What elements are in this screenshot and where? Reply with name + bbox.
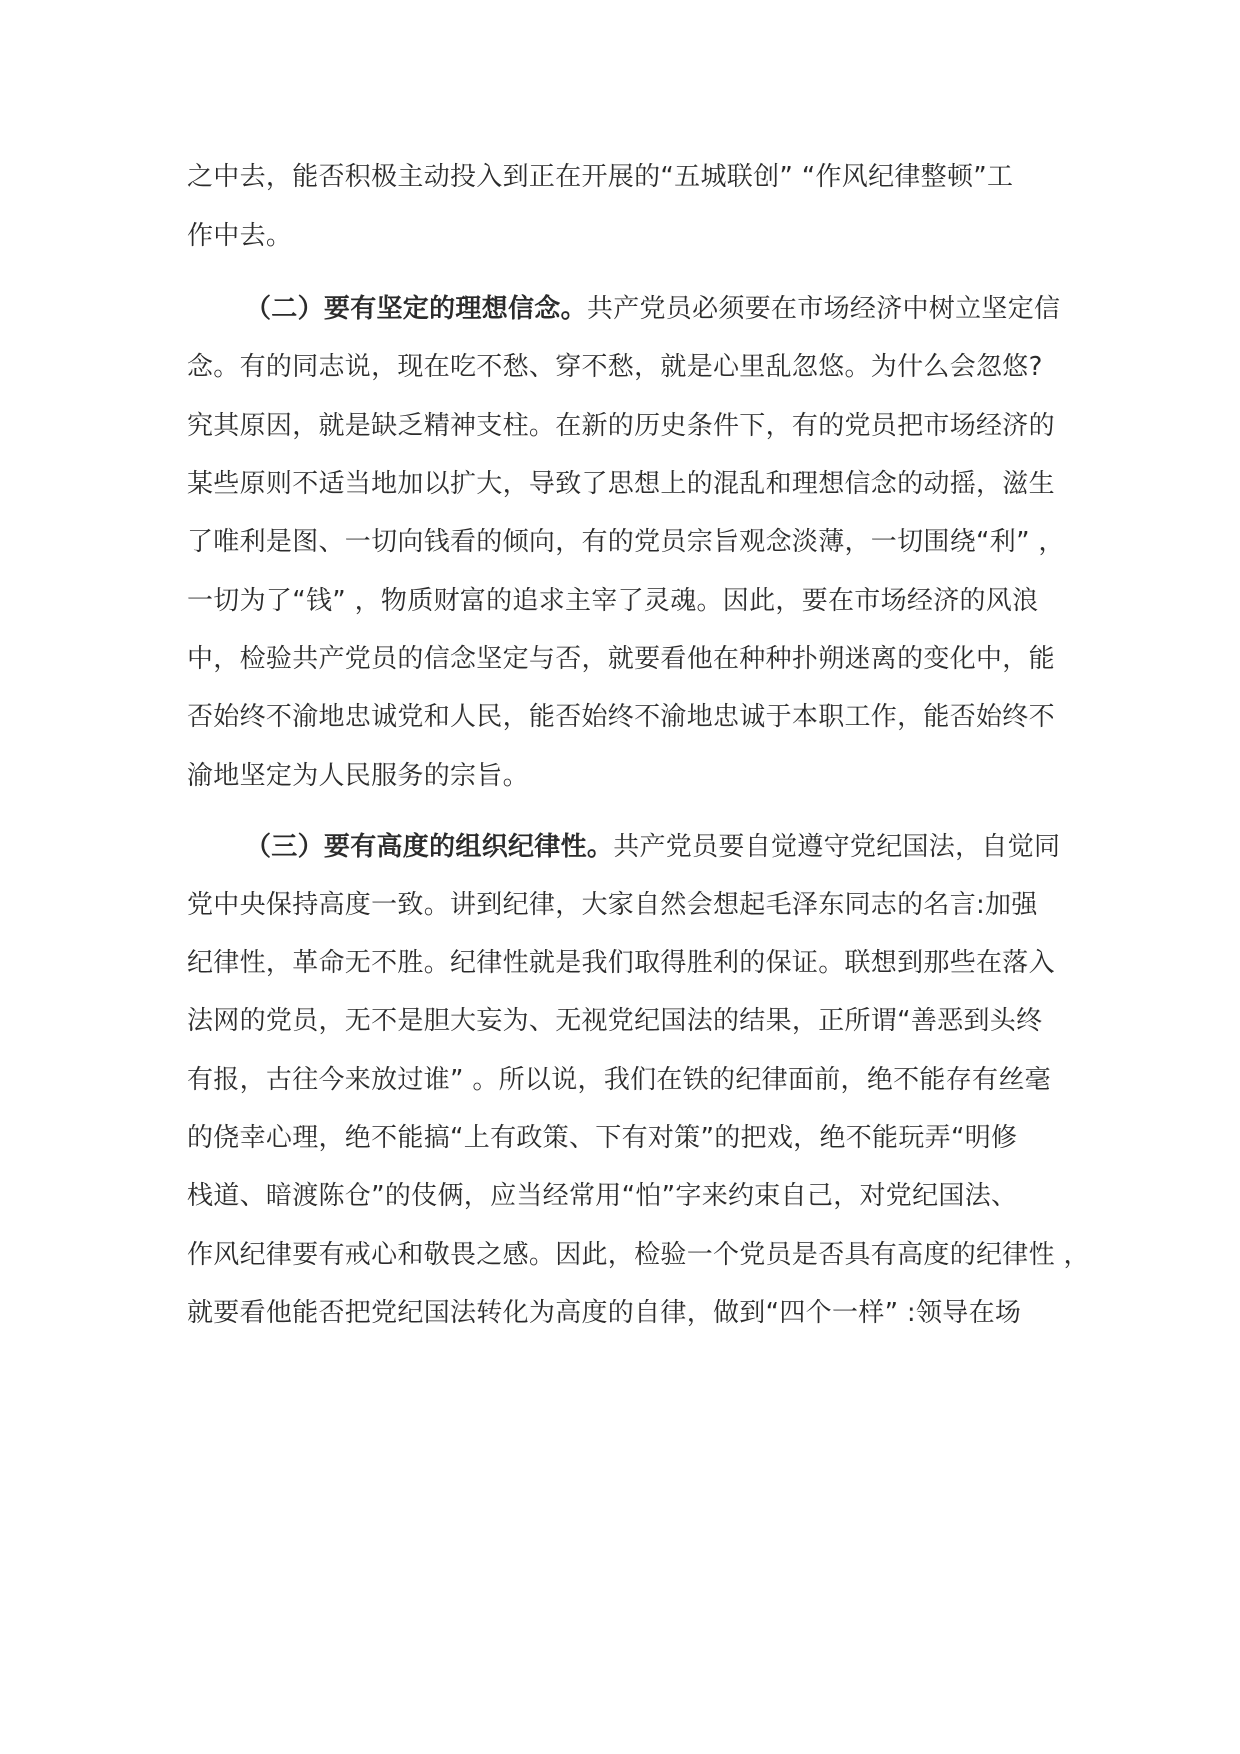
text-line: 究其原因，就是缺乏精神支柱。在新的历史条件下，有的党员把市场经济的 <box>187 411 1055 441</box>
paragraph-first-line <box>245 830 1060 864</box>
text-line: 就要看他能否把党纪国法转化为高度的自律，做到“四个一样” :领导在场 <box>187 1298 1022 1328</box>
text-line: 有报，古往今来放过谁” 。所以说，我们在铁的纪律面前，绝不能存有丝毫 <box>187 1065 1051 1095</box>
text-line: 党中央保持高度一致。讲到纪律，大家自然会想起毛泽东同志的名言:加强 <box>187 890 1038 920</box>
text-line: 了唯利是图、一切向钱看的倾向，有的党员宗旨观念淡薄，一切围绕“利” ， <box>187 527 1065 557</box>
text-line: 否始终不渝地忠诚党和人民，能否始终不渝地忠诚于本职工作，能否始终不 <box>187 702 1055 732</box>
text-line: 作风纪律要有戒心和敬畏之感。因此，检验一个党员是否具有高度的纪律性 ， <box>187 1240 1090 1270</box>
text-line: 的侥幸心理，绝不能搞“上有政策、下有对策”的把戏，绝不能玩弄“明修 <box>187 1123 1018 1153</box>
section-heading: （三）要有高度的组织纪律性。 <box>245 832 614 862</box>
text-line: 纪律性，革命无不胜。纪律性就是我们取得胜利的保证。联想到那些在落入 <box>187 948 1055 978</box>
text-line: 法网的党员，无不是胆大妄为、无视党纪国法的结果，正所谓“善恶到头终 <box>187 1006 1043 1036</box>
paragraph-first-line <box>245 292 1060 326</box>
section-heading: （二）要有坚定的理想信念。 <box>245 294 587 324</box>
text-line: 一切为了“钱” ，物质财富的追求主宰了灵魂。因此，要在市场经济的风浪 <box>187 586 1039 616</box>
text-line: 之中去，能否积极主动投入到正在开展的“五城联创” “作风纪律整顿”工 <box>187 162 1014 192</box>
text-run: 共产党员要自觉遵守党纪国法，自觉同 <box>613 832 1061 862</box>
text-line: 渝地坚定为人民服务的宗旨。 <box>187 761 529 791</box>
text-line: 栈道、暗渡陈仓”的伎俩，应当经常用“怕”字来约束自己，对党纪国法、 <box>187 1181 1018 1211</box>
text-run: 共产党员必须要在市场经济中树立坚定信 <box>586 294 1061 324</box>
text-line: 作中去。 <box>187 221 293 251</box>
text-line: 中，检验共产党员的信念坚定与否，就要看他在种种扑朔迷离的变化中，能 <box>187 644 1055 674</box>
text-line: 念。有的同志说，现在吃不愁、穿不愁，就是心里乱忽悠。为什么会忽悠? <box>187 352 1043 382</box>
text-line: 某些原则不适当地加以扩大，导致了思想上的混乱和理想信念的动摇，滋生 <box>187 469 1055 499</box>
